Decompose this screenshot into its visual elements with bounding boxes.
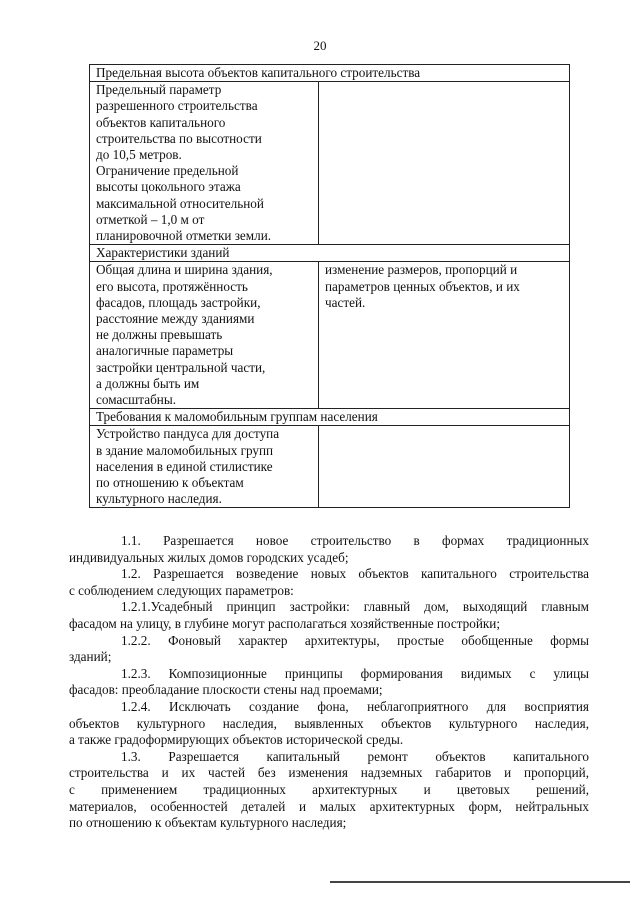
cell-line: в здание маломобильных групп (96, 442, 274, 458)
text-line: фасадов: преобладание плоскости стены над проемами; (69, 682, 383, 698)
cell-line: а должны быть им (96, 375, 200, 391)
text-line: по отношению к объектам культурного наследия; (69, 815, 347, 831)
text-line: 1.1. Разрешается новое строительство в формах традиционных (121, 533, 589, 548)
paragraph-1-2-1 (69, 599, 589, 632)
text-line: объектов культурного наследия, выявленных объектов культурного наследия, (69, 715, 589, 731)
cell-line: высоты цокольного этажа (96, 179, 241, 195)
cell-line: Ограничение предельной (96, 163, 239, 179)
text-line: 1.2.3. Композиционные принципы формирования видимых с улицы (121, 665, 589, 681)
text-line: зданий; (69, 649, 112, 665)
text-line: 1.2. Разрешается возведение новых объектов капитального строительства (121, 566, 589, 582)
text-line: фасадом на улицу, в глубине могут располагаться хозяйственные постройки; (69, 615, 500, 631)
table-row-header (90, 409, 570, 426)
cell-line: до 10,5 метров. (96, 147, 182, 163)
cell-line: фасадов, площадь застройки, (96, 294, 261, 310)
text-line: индивидуальных жилых домов городских усадеб; (69, 549, 349, 565)
cell-line: сомасштабны. (96, 392, 177, 408)
paragraph-1-2-4 (69, 699, 589, 749)
cell-height-right (319, 82, 570, 245)
cell-height-left (90, 82, 319, 245)
cell-line: Общая длина и ширина здания, (96, 262, 273, 278)
body-text (69, 533, 589, 832)
text-line: а также градоформирующих объектов исторической среды. (69, 732, 404, 748)
text-line: 1.2.1.Усадебный принцип застройки: главный дом, выходящий главным (121, 599, 589, 615)
section-header-height: Предельная высота объектов капитального строительства (90, 65, 570, 82)
cell-mobility-right (319, 426, 570, 508)
cell-line: параметров ценных объектов, и их (325, 278, 520, 294)
cell-line: строительства по высотности (96, 130, 262, 146)
text-line: 1.3. Разрешается капитальный ремонт объектов капитального (121, 748, 589, 764)
cell-line: застройки центральной части, (96, 359, 266, 375)
cell-line: частей. (325, 294, 366, 310)
paragraph-1-1 (69, 533, 589, 566)
cell-line: населения в единой стилистике (96, 458, 273, 474)
table-row (90, 426, 570, 508)
cell-line: по отношению к объектам (96, 475, 244, 491)
table-row (90, 82, 570, 245)
text-line: 1.2.2. Фоновый характер архитектуры, простые обобщенные формы (121, 632, 589, 648)
cell-characteristics-left (90, 262, 319, 409)
section-header-characteristics: Характеристики зданий (90, 245, 570, 262)
cell-line: разрешенного строительства (96, 98, 258, 114)
paragraph-1-3 (69, 749, 589, 832)
cell-line: Устройство пандуса для доступа (96, 426, 280, 442)
cell-line: планировочной отметки земли. (96, 228, 272, 244)
section-header-mobility: Требования к маломобильным группам населения (90, 409, 570, 426)
cell-line: его высота, протяжённость (96, 278, 248, 294)
text-line: 1.2.4. Исключать создание фона, неблагоприятного для восприятия (121, 698, 589, 714)
text-line: с соблюдением следующих параметров: (69, 582, 294, 598)
page-number: 20 (313, 38, 327, 53)
text-line: материалов, особенностей деталей и малых архитектурных форм, нейтральных (69, 798, 589, 814)
cell-line: не должны превышать (96, 327, 223, 343)
paragraph-1-2 (69, 566, 589, 599)
cell-line: объектов капитального (96, 114, 226, 130)
cell-line: Предельный параметр (96, 82, 222, 98)
table-row (90, 262, 570, 409)
text-line: строительства и их частей без изменения надземных габаритов и пропорций, (69, 765, 589, 781)
cell-line: аналогичные параметры (96, 343, 234, 359)
cell-line: максимальной относительной (96, 195, 264, 211)
cell-line: культурного наследия. (96, 491, 222, 507)
cell-characteristics-right (319, 262, 570, 409)
bottom-divider (330, 881, 630, 883)
requirements-table (89, 64, 570, 508)
paragraph-1-2-2 (69, 633, 589, 666)
text-line: с применением традиционных архитектурных и цветовых решений, (69, 781, 589, 797)
cell-line: изменение размеров, пропорций и (325, 262, 518, 278)
cell-line: расстояние между зданиями (96, 311, 255, 327)
table-row-header (90, 65, 570, 82)
cell-mobility-left (90, 426, 319, 508)
paragraph-1-2-3 (69, 666, 589, 699)
table-row-header (90, 245, 570, 262)
cell-line: отметкой – 1,0 м от (96, 211, 205, 227)
